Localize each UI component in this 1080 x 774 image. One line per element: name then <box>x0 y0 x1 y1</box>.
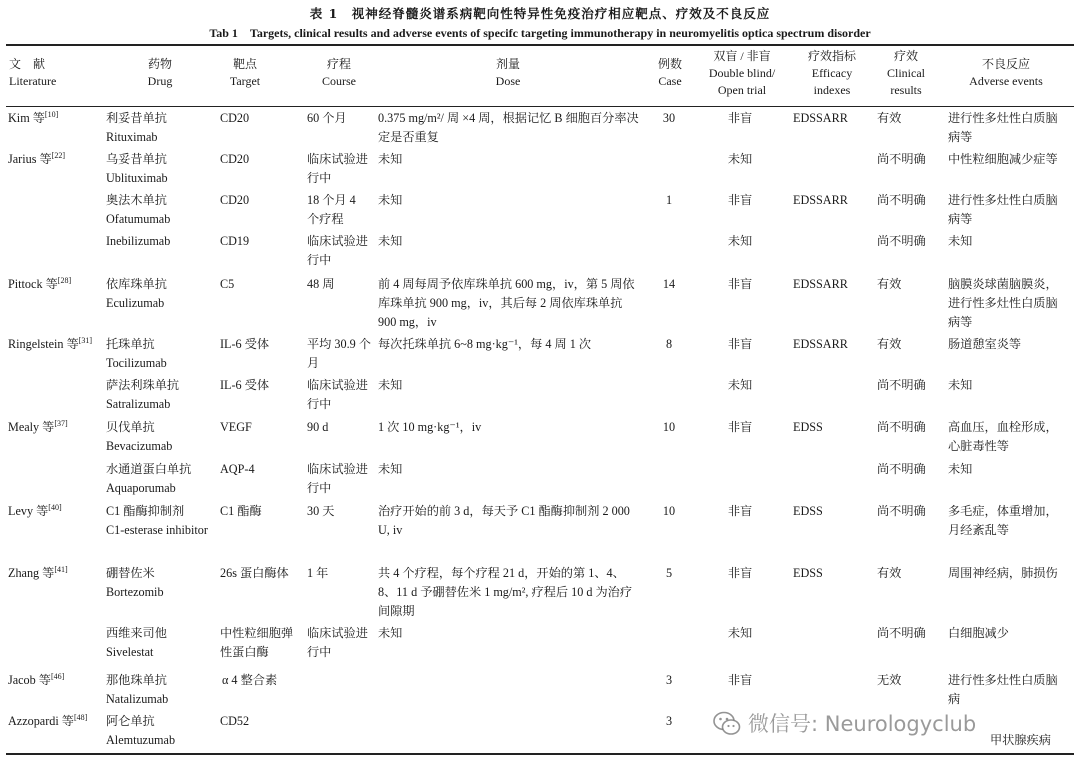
wechat-icon <box>712 710 742 738</box>
dose-cell: 未知 <box>378 152 403 166</box>
clinical-cell: 无效 <box>877 673 902 687</box>
clinical-cell: 尚不明确 <box>877 462 926 476</box>
target-cell: CD19 <box>220 234 250 248</box>
table-title-cn: 表 1 视神经脊髓炎谱系病靶向性特异性免疫治疗相应靶点、疗效及不良反应 <box>309 6 771 21</box>
adverse-cell: 甲状腺疾病 <box>990 733 1051 747</box>
drug-cell: 西维来司他 Sivelestat <box>106 626 167 659</box>
target-cell: CD20 <box>220 152 250 166</box>
literature-cell: Zhang 等[41] <box>8 564 68 580</box>
header-course: 疗程 Course <box>322 57 356 88</box>
header-trial: 双盲 / 非盲 Double blind/ Open trial <box>708 49 776 97</box>
trial-cell: 非盲 <box>727 566 753 580</box>
dose-cell: 治疗开始的前 3 d，每天予 C1 酯酶抑制剂 2 000 U, iv <box>378 504 630 537</box>
clinical-cell: 有效 <box>877 111 902 125</box>
trial-cell: 未知 <box>727 626 753 640</box>
clinical-cell: 尚不明确 <box>877 504 926 518</box>
efficacy-cell: EDSS <box>793 566 823 580</box>
target-cell: CD20 <box>220 193 250 207</box>
drug-cell: 利妥昔单抗 Rituximab <box>106 111 167 144</box>
course-cell: 1 年 <box>307 566 329 580</box>
dose-cell: 未知 <box>378 462 403 476</box>
literature-cell: Jarius 等[22] <box>8 150 65 166</box>
adverse-cell: 进行性多灶性白质脑病等 <box>948 111 1058 144</box>
trial-cell: 非盲 <box>727 111 753 125</box>
drug-cell: 水通道蛋白单抗 Aquaporumab <box>106 462 192 495</box>
target-cell: α 4 整合素 <box>222 673 278 687</box>
adverse-cell: 未知 <box>948 462 973 476</box>
clinical-cell: 尚不明确 <box>877 420 926 434</box>
target-cell: IL-6 受体 <box>220 378 270 392</box>
dose-cell: 共 4 个疗程，每个疗程 21 d，开始的第 1、4、8、11 d 予硼替佐米 1 mg/m², 疗程后 10 d 为治疗间隙期 <box>378 566 633 618</box>
dose-cell: 每次托珠单抗 6~8 mg·kg⁻¹，每 4 周 1 次 <box>378 337 592 351</box>
adverse-cell: 未知 <box>948 378 973 392</box>
dose-cell: 未知 <box>378 193 403 207</box>
literature-cell: Mealy 等[37] <box>8 418 68 434</box>
watermark-text: 微信号: Neurologyclub <box>748 712 977 736</box>
course-cell: 60 个月 <box>307 111 347 125</box>
adverse-cell: 多毛症，体重增加，月经紊乱等 <box>948 504 1058 537</box>
case-cell: 3 <box>665 714 673 728</box>
drug-cell: C1 酯酶抑制剂 C1-esterase inhibitor <box>106 504 208 537</box>
target-cell: IL-6 受体 <box>220 337 270 351</box>
target-cell: 26s 蛋白酶体 <box>220 566 289 580</box>
drug-cell: 硼替佐米 Bortezomib <box>106 566 164 599</box>
case-cell: 14 <box>662 277 676 291</box>
adverse-cell: 进行性多灶性白质脑病 <box>948 673 1058 706</box>
trial-cell: 未知 <box>727 378 753 392</box>
trial-cell: 未知 <box>727 234 753 248</box>
dose-cell: 未知 <box>378 626 403 640</box>
adverse-cell: 中性粒细胞减少症等 <box>948 152 1058 166</box>
course-cell: 30 天 <box>307 504 335 518</box>
trial-cell: 非盲 <box>727 337 753 351</box>
header-target: 靶点 Target <box>229 57 261 88</box>
dose-cell: 未知 <box>378 378 403 392</box>
case-cell: 30 <box>662 111 676 125</box>
literature-cell: Levy 等[40] <box>8 502 62 518</box>
trial-cell: 非盲 <box>727 277 753 291</box>
header-efficacy: 疗效指标 Efficacy indexes <box>807 49 856 97</box>
case-cell: 5 <box>665 566 673 580</box>
adverse-cell: 高血压，血栓形成，心脏毒性等 <box>948 420 1058 453</box>
drug-cell: 萨法利珠单抗 Satralizumab <box>106 378 180 411</box>
header-clinical: 疗效 Clinical results <box>887 49 925 97</box>
drug-cell: 阿仑单抗 Alemtuzumab <box>106 714 176 747</box>
header-drug: 药物 Drug <box>147 57 173 88</box>
literature-cell: Jacob 等[46] <box>8 671 65 687</box>
header-dose: 剂量 Dose <box>495 57 521 88</box>
case-cell: 10 <box>662 420 676 434</box>
watermark <box>712 702 1072 746</box>
target-cell: CD52 <box>220 714 250 728</box>
clinical-cell: 有效 <box>877 277 902 291</box>
target-cell: 中性粒细胞弹性蛋白酶 <box>220 626 294 659</box>
adverse-cell: 未知 <box>948 234 973 248</box>
course-cell: 18 个月 4 个疗程 <box>307 193 356 226</box>
table-title-en: Tab 1 Targets, clinical results and adverse events of specifc targeting immunotherapy in neuromyelitis optica spectrum disorder <box>209 26 871 40</box>
efficacy-cell: EDSS <box>793 504 823 518</box>
course-cell: 临床试验进行中 <box>307 234 368 267</box>
clinical-cell: 尚不明确 <box>877 152 926 166</box>
efficacy-cell: EDSS <box>793 420 823 434</box>
bottom-rule <box>6 753 1074 755</box>
drug-cell: 托珠单抗 Tocilizumab <box>106 337 167 370</box>
adverse-cell: 周围神经病，肺损伤 <box>948 566 1058 580</box>
course-cell: 平均 30.9 个月 <box>307 337 371 370</box>
dose-cell: 前 4 周每周予依库珠单抗 600 mg，iv，第 5 周依库珠单抗 900 mg，iv，其后每 2 周依库珠单抗 900 mg，iv <box>378 277 635 329</box>
course-cell: 临床试验进行中 <box>307 378 368 411</box>
target-cell: C5 <box>220 277 235 291</box>
case-cell: 10 <box>662 504 676 518</box>
header-rule <box>6 106 1074 107</box>
drug-cell: 那他珠单抗 Natalizumab <box>106 673 169 706</box>
trial-cell: 非盲 <box>727 504 753 518</box>
target-cell: AQP-4 <box>220 462 255 476</box>
clinical-cell: 有效 <box>877 566 902 580</box>
case-cell: 3 <box>665 673 673 687</box>
literature-cell: Kim 等[10] <box>8 109 59 125</box>
adverse-cell: 脑膜炎球菌脑膜炎，进行性多灶性白质脑病等 <box>948 277 1058 329</box>
target-cell: C1 酯酶 <box>220 504 262 518</box>
header-literature: 文 献 Literature <box>9 57 57 88</box>
course-cell: 临床试验进行中 <box>307 152 368 185</box>
literature-cell: Azzopardi 等[48] <box>8 712 88 728</box>
adverse-cell: 肠道憩室炎等 <box>948 337 1022 351</box>
clinical-cell: 尚不明确 <box>877 193 926 207</box>
course-cell: 90 d <box>307 420 329 434</box>
efficacy-cell: EDSSARR <box>793 111 848 125</box>
trial-cell: 非盲 <box>727 193 753 207</box>
top-rule <box>6 44 1074 46</box>
trial-cell: 非盲 <box>727 673 753 687</box>
drug-cell: 贝伐单抗 Bevacizumab <box>106 420 173 453</box>
target-cell: VEGF <box>220 420 252 434</box>
course-cell: 48 周 <box>307 277 335 291</box>
clinical-cell: 尚不明确 <box>877 234 926 248</box>
literature-cell: Ringelstein 等[31] <box>8 335 93 351</box>
drug-cell: Inebilizumab <box>106 234 171 248</box>
dose-cell: 1 次 10 mg·kg⁻¹，iv <box>378 420 482 434</box>
drug-cell: 乌妥昔单抗 Ublituximab <box>106 152 168 185</box>
trial-cell: 非盲 <box>727 420 753 434</box>
case-cell: 8 <box>665 337 673 351</box>
dose-cell: 未知 <box>378 234 403 248</box>
clinical-cell: 尚不明确 <box>877 378 926 392</box>
target-cell: CD20 <box>220 111 250 125</box>
drug-cell: 依库珠单抗 Eculizumab <box>106 277 167 310</box>
dose-cell: 0.375 mg/m²/ 周 ×4 周，根据记忆 B 细胞百分率决定是否重复 <box>378 111 639 144</box>
drug-cell: 奥法木单抗 Ofatumumab <box>106 193 171 226</box>
clinical-cell: 有效 <box>877 337 902 351</box>
efficacy-cell: EDSSARR <box>793 337 848 351</box>
header-adverse: 不良反应 Adverse events <box>969 57 1043 88</box>
header-case: 例数 Case <box>657 57 682 88</box>
trial-cell: 未知 <box>727 152 753 166</box>
literature-cell: Pittock 等[28] <box>8 275 72 291</box>
case-cell: 1 <box>665 193 673 207</box>
adverse-cell: 白细胞减少 <box>948 626 1009 640</box>
clinical-cell: 尚不明确 <box>877 626 926 640</box>
efficacy-cell: EDSSARR <box>793 277 848 291</box>
course-cell: 临床试验进行中 <box>307 462 368 495</box>
course-cell: 临床试验进行中 <box>307 626 368 659</box>
adverse-cell: 进行性多灶性白质脑病等 <box>948 193 1058 226</box>
efficacy-cell: EDSSARR <box>793 193 848 207</box>
